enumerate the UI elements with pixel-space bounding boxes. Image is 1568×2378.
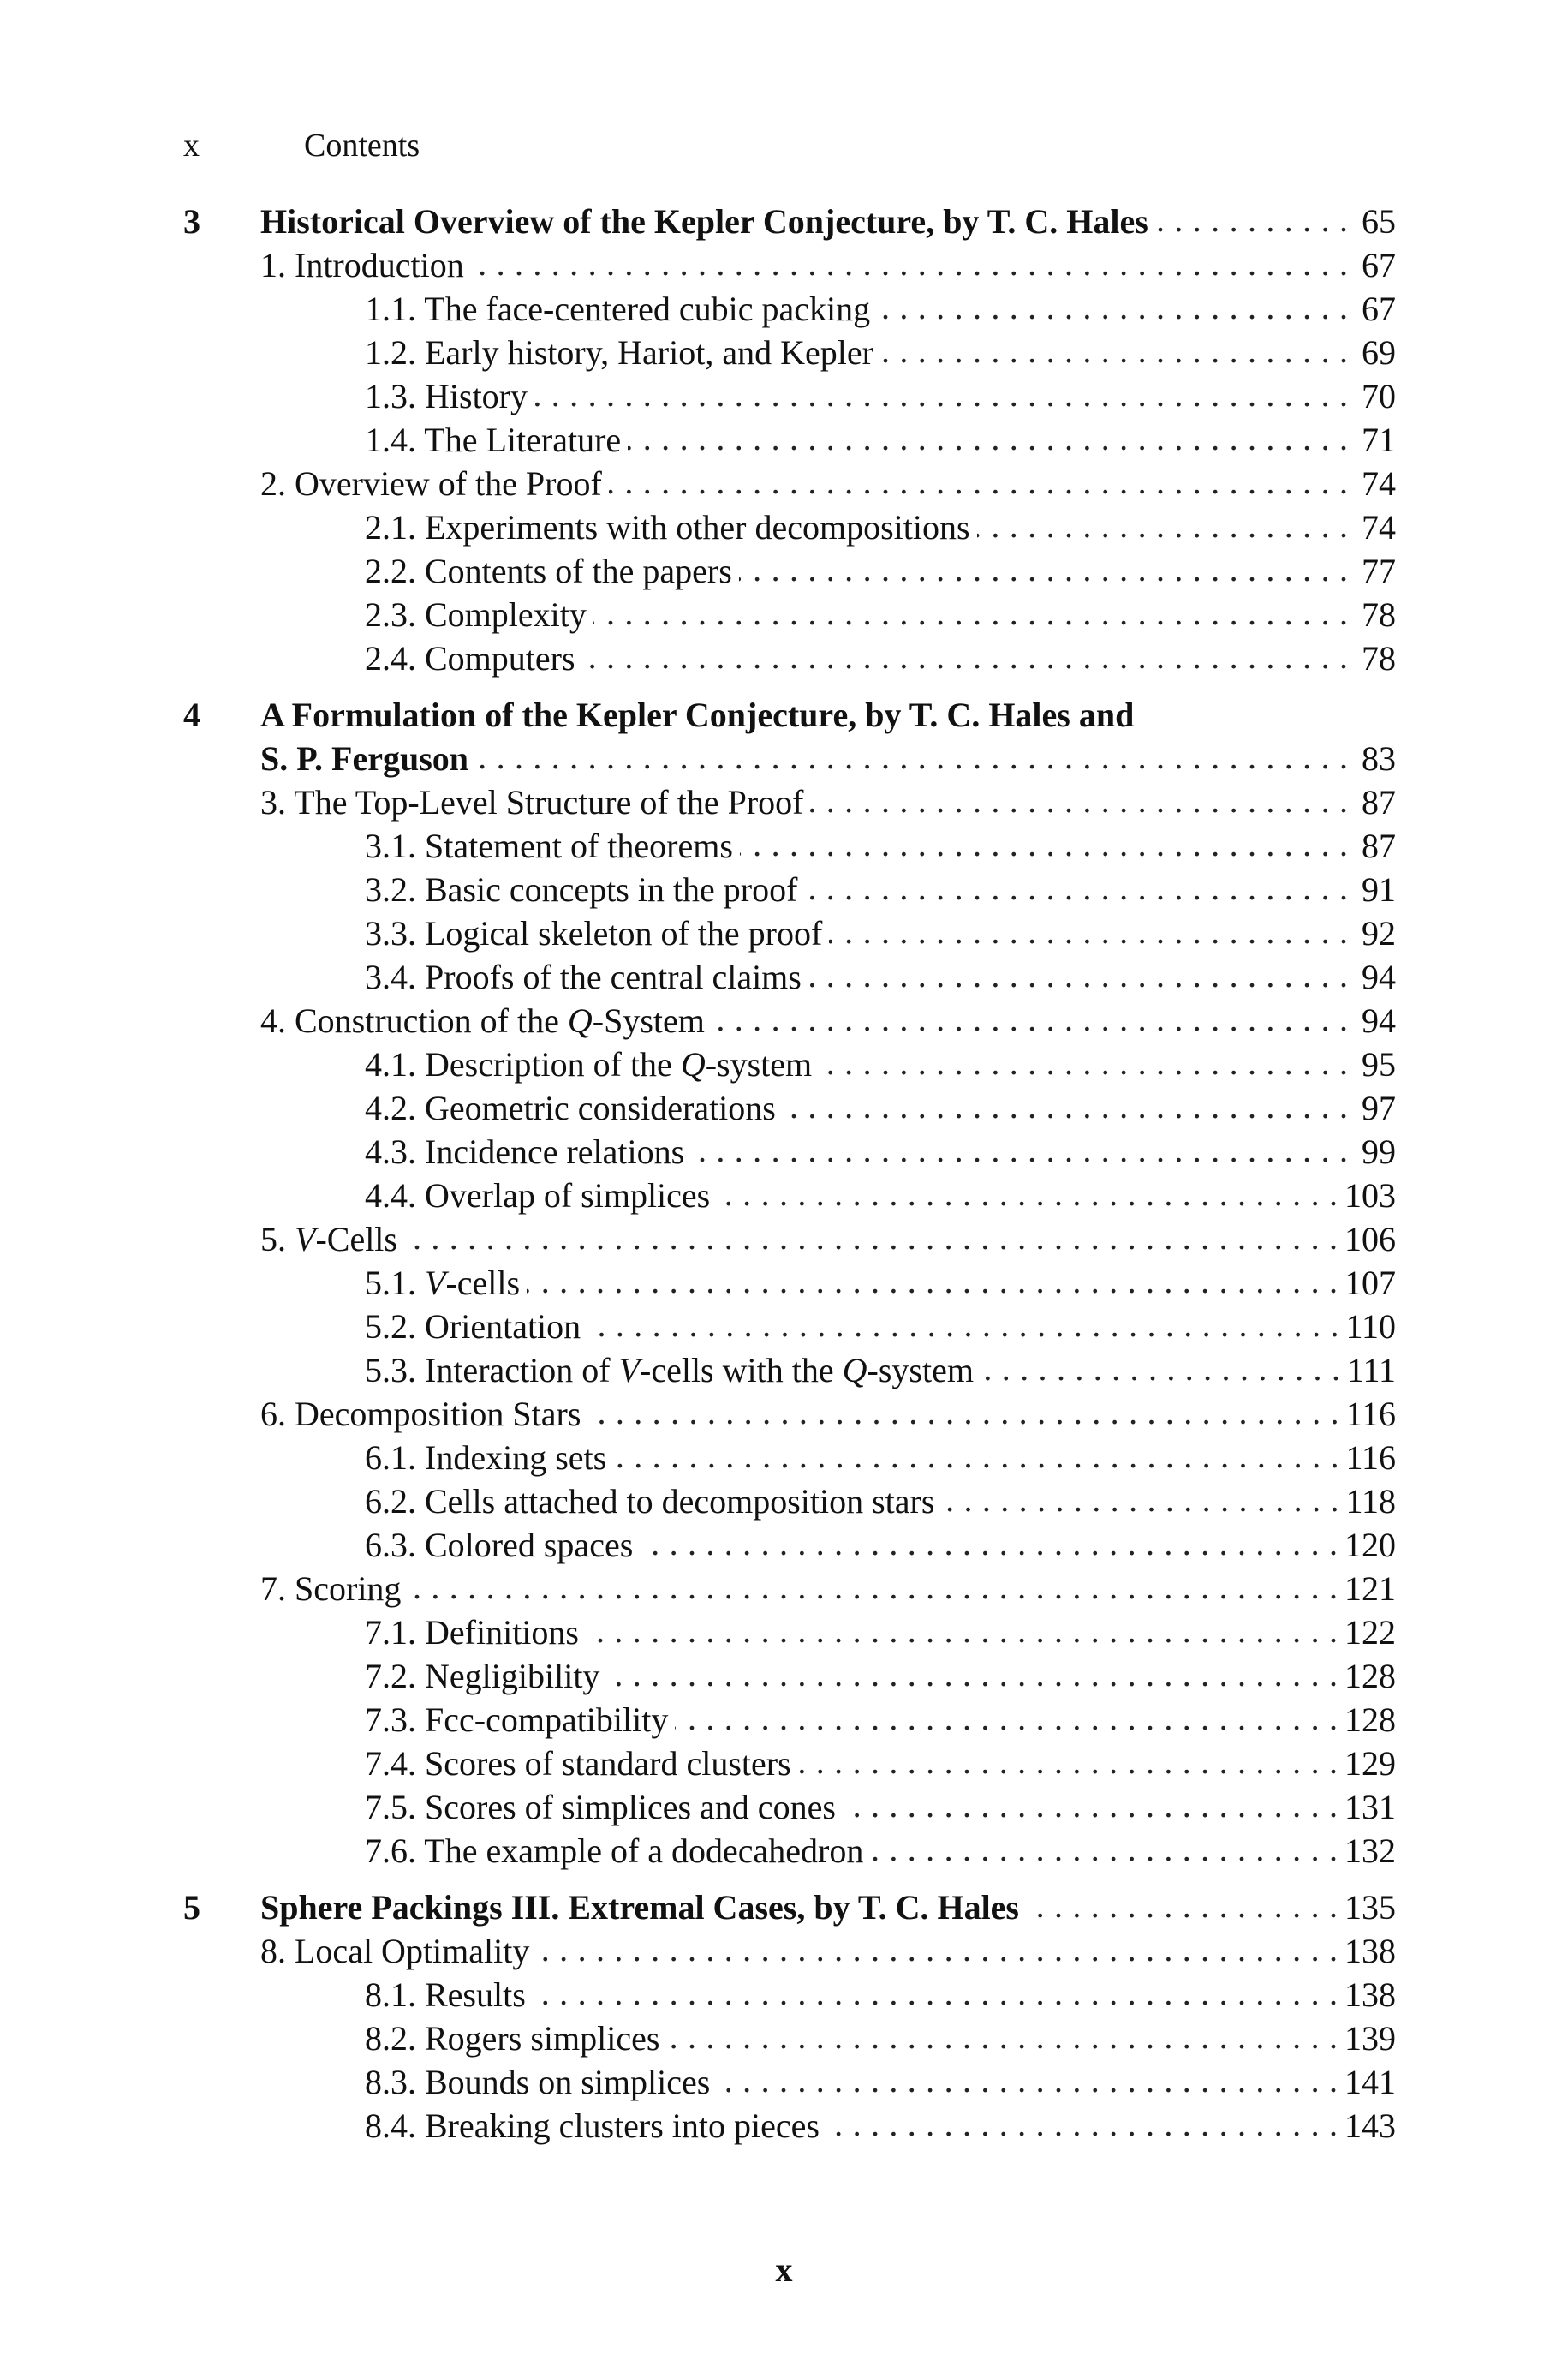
dot-leader xyxy=(587,1303,1338,1347)
entry-label xyxy=(260,780,803,824)
entry-label xyxy=(365,1174,710,1217)
entry-label xyxy=(365,2104,820,2148)
entry-page-number: 128 xyxy=(1344,1700,1396,1739)
entry-title-math: Q xyxy=(842,1351,867,1389)
entry-label xyxy=(365,1742,791,1785)
dot-leader xyxy=(534,373,1348,416)
entry-title: Introduction xyxy=(295,246,464,284)
entry-page-number: 71 xyxy=(1362,421,1396,459)
entry-title-part: Construction of the xyxy=(295,1001,568,1040)
chapter-title: S. P. Ferguson xyxy=(260,739,469,778)
entry-title: Incidence relations xyxy=(425,1132,685,1171)
entry-page-number: 143 xyxy=(1344,2106,1396,2145)
entry-label xyxy=(365,331,873,374)
entry-page-number: 94 xyxy=(1362,958,1396,996)
subsection-entry[interactable] xyxy=(183,1479,1396,1523)
entry-label xyxy=(260,999,705,1043)
entry-title: Basic concepts in the proof xyxy=(425,870,798,909)
dot-leader xyxy=(586,1609,1338,1652)
entry-page-number: 74 xyxy=(1362,464,1396,503)
entry-number: 6.2. xyxy=(365,1482,416,1521)
section-entry[interactable] xyxy=(183,1217,1396,1261)
entry-page-number: 107 xyxy=(1344,1264,1396,1302)
entry-title-math: Q xyxy=(680,1045,706,1084)
subsection-entry[interactable] xyxy=(183,1348,1396,1392)
dot-leader xyxy=(606,1652,1338,1696)
subsection-entry[interactable] xyxy=(183,287,1396,331)
chapter-number: 5 xyxy=(183,1888,200,1927)
entry-number: 6.3. xyxy=(365,1526,416,1564)
entry-title: Computers xyxy=(425,639,575,678)
entry-number: 8.3. xyxy=(365,2063,416,2101)
entry-page-number: 91 xyxy=(1362,870,1396,909)
entry-number: 6.1. xyxy=(365,1438,416,1477)
entry-title: Contents of the papers xyxy=(425,552,732,590)
dot-leader xyxy=(870,1827,1338,1871)
entry-number: 2.4. xyxy=(365,639,416,678)
entry-label xyxy=(260,1392,581,1436)
dot-leader xyxy=(880,329,1348,373)
entry-label xyxy=(365,593,587,636)
entry-page-number: 121 xyxy=(1344,1569,1396,1608)
dot-leader xyxy=(977,504,1348,547)
entry-page-number: 97 xyxy=(1362,1089,1396,1127)
dot-leader xyxy=(843,1784,1338,1827)
entry-label xyxy=(260,1217,397,1261)
entry-title: Overview of the Proof xyxy=(295,464,602,503)
subsection-entry[interactable] xyxy=(183,1742,1396,1785)
entry-label xyxy=(365,1348,974,1392)
dot-leader xyxy=(527,1259,1338,1303)
entry-label xyxy=(260,462,602,505)
entry-title-part: -Cells xyxy=(315,1220,397,1258)
subsection-entry[interactable] xyxy=(183,1261,1396,1305)
entry-title: Overlap of simplices xyxy=(425,1176,711,1215)
entry-label xyxy=(365,1086,776,1130)
entry-number: 1.3. xyxy=(365,377,416,415)
dot-leader xyxy=(471,242,1348,285)
entry-page-number: 106 xyxy=(1344,1220,1396,1258)
entry-title: Statement of theorems xyxy=(425,827,733,865)
dot-leader xyxy=(798,1740,1338,1784)
running-head-page-number: x xyxy=(183,128,200,164)
entry-page-number: 120 xyxy=(1344,1526,1396,1564)
entry-label xyxy=(365,1523,633,1567)
dot-leader xyxy=(404,1216,1338,1259)
dot-leader xyxy=(808,953,1348,997)
entry-title: Complexity xyxy=(425,595,587,634)
subsection-entry[interactable] xyxy=(183,549,1396,593)
entry-number: 2.1. xyxy=(365,508,416,547)
entry-number: 4.1. xyxy=(365,1045,416,1084)
dot-leader xyxy=(783,1084,1348,1128)
subsection-entry[interactable] xyxy=(183,911,1396,955)
entry-page-number: 70 xyxy=(1362,377,1396,415)
entry-title: Colored spaces xyxy=(425,1526,634,1564)
entry-label xyxy=(365,1973,526,2017)
dot-leader xyxy=(640,1521,1338,1565)
chapter-entry[interactable] xyxy=(183,1885,1396,1929)
running-head xyxy=(183,127,1416,164)
entry-title: Indexing sets xyxy=(425,1438,607,1477)
entry-label xyxy=(365,287,870,331)
entry-number: 3.2. xyxy=(365,870,416,909)
entry-page-number: 138 xyxy=(1344,1975,1396,2014)
dot-leader xyxy=(712,997,1348,1041)
chapter-number: 3 xyxy=(183,202,200,241)
subsection-entry[interactable] xyxy=(183,1610,1396,1654)
entry-number: 4.3. xyxy=(365,1132,416,1171)
subsection-entry[interactable] xyxy=(183,1973,1396,2017)
entry-number: 5. xyxy=(260,1220,286,1258)
subsection-entry[interactable] xyxy=(183,1785,1396,1829)
dot-leader xyxy=(582,635,1348,678)
entry-number: 7.1. xyxy=(365,1613,416,1652)
subsection-entry[interactable] xyxy=(183,374,1396,418)
chapter-title: Sphere Packings III. Extremal Cases, by T. C. Hales xyxy=(260,1888,1019,1927)
entry-page-number: 116 xyxy=(1345,1395,1396,1433)
dot-leader xyxy=(826,2102,1338,2146)
entry-title-math: V xyxy=(295,1220,316,1258)
entry-number: 4.4. xyxy=(365,1176,416,1215)
entry-number: 4.2. xyxy=(365,1089,416,1127)
entry-number: 3.1. xyxy=(365,827,416,865)
entry-label xyxy=(365,1654,599,1698)
entry-number: 3. xyxy=(260,783,286,822)
entry-number: 2.2. xyxy=(365,552,416,590)
entry-label xyxy=(260,243,464,287)
entry-page-number: 129 xyxy=(1344,1744,1396,1783)
dot-leader xyxy=(1155,198,1348,242)
entry-number: 1. xyxy=(260,246,286,284)
dot-leader xyxy=(666,2015,1338,2058)
entry-page-number: 128 xyxy=(1344,1657,1396,1695)
dot-leader xyxy=(739,547,1348,591)
entry-title: Orientation xyxy=(425,1307,581,1346)
entry-page-number: 78 xyxy=(1362,595,1396,634)
entry-number: 7.5. xyxy=(365,1788,416,1826)
entry-title: Proofs of the central claims xyxy=(425,958,802,996)
entry-title-part: Description of the xyxy=(425,1045,681,1084)
entry-label xyxy=(365,1043,812,1086)
dot-leader xyxy=(819,1041,1348,1084)
section-entry[interactable] xyxy=(183,243,1396,287)
entry-title: Cells attached to decomposition stars xyxy=(425,1482,935,1521)
entry-label xyxy=(365,824,733,868)
subsection-entry[interactable] xyxy=(183,418,1396,462)
subsection-entry[interactable] xyxy=(183,1829,1396,1873)
entry-number: 5.1. xyxy=(365,1264,416,1302)
entry-label xyxy=(365,1698,668,1742)
entry-label xyxy=(365,549,732,593)
chapter-block xyxy=(183,693,1396,1873)
subsection-entry[interactable] xyxy=(183,1523,1396,1567)
section-entry[interactable] xyxy=(183,1929,1396,1973)
chapter-page-number: 135 xyxy=(1344,1888,1396,1927)
subsection-entry[interactable] xyxy=(183,636,1396,680)
subsection-entry[interactable] xyxy=(183,1174,1396,1217)
entry-page-number: 131 xyxy=(1344,1788,1396,1826)
dot-leader xyxy=(717,1172,1338,1216)
entry-number: 7.2. xyxy=(365,1657,416,1695)
subsection-entry[interactable] xyxy=(183,824,1396,868)
entry-number: 1.1. xyxy=(365,290,416,328)
entry-number: 7. xyxy=(260,1569,286,1608)
entry-label xyxy=(365,1785,836,1829)
entry-label xyxy=(365,374,528,418)
entry-page-number: 132 xyxy=(1344,1831,1396,1870)
entry-title: Logical skeleton of the proof xyxy=(425,914,823,953)
entry-number: 4. xyxy=(260,1001,286,1040)
entry-number: 3.3. xyxy=(365,914,416,953)
subsection-entry[interactable] xyxy=(183,2104,1396,2148)
subsection-entry[interactable] xyxy=(183,1130,1396,1174)
table-of-contents xyxy=(183,200,1396,2160)
entry-title: Breaking clusters into pieces xyxy=(425,2106,820,2145)
dot-leader xyxy=(613,1434,1338,1478)
entry-number: 7.6. xyxy=(365,1831,416,1870)
entry-label xyxy=(365,636,575,680)
entry-label xyxy=(365,1436,606,1479)
dot-leader xyxy=(593,591,1348,635)
dot-leader xyxy=(1026,1884,1338,1927)
subsection-entry[interactable] xyxy=(183,2017,1396,2060)
entry-number: 8.4. xyxy=(365,2106,416,2145)
entry-label xyxy=(365,1479,934,1523)
entry-number: 5.3. xyxy=(365,1351,416,1389)
section-entry[interactable] xyxy=(183,780,1396,824)
entry-label xyxy=(365,505,970,549)
subsection-entry[interactable] xyxy=(183,955,1396,999)
entry-number: 3.4. xyxy=(365,958,416,996)
entry-label xyxy=(365,1261,520,1305)
entry-title-part: Interaction of xyxy=(425,1351,619,1389)
subsection-entry[interactable] xyxy=(183,1698,1396,1742)
entry-page-number: 67 xyxy=(1362,246,1396,284)
chapter-block xyxy=(183,200,1396,680)
entry-title: The Top-Level Structure of the Proof xyxy=(294,783,804,822)
entry-title: Definitions xyxy=(425,1613,579,1652)
dot-leader xyxy=(829,910,1348,953)
entry-label xyxy=(365,2017,659,2060)
entry-title: Rogers simplices xyxy=(425,2019,660,2058)
subsection-entry[interactable] xyxy=(183,2060,1396,2104)
entry-label xyxy=(260,1567,401,1610)
entry-number: 8. xyxy=(260,1932,286,1970)
entry-page-number: 87 xyxy=(1362,783,1396,822)
entry-title: Negligibility xyxy=(425,1657,600,1695)
dot-leader xyxy=(628,416,1348,460)
running-head-title: Contents xyxy=(304,128,420,164)
dot-leader xyxy=(533,1971,1338,2015)
entry-number: 1.2. xyxy=(365,333,416,372)
entry-page-number: 110 xyxy=(1345,1307,1396,1346)
entry-title: Results xyxy=(425,1975,526,2014)
entry-label xyxy=(365,1305,581,1348)
entry-title: Early history, Hariot, and Kepler xyxy=(425,333,873,372)
subsection-entry[interactable] xyxy=(183,331,1396,374)
entry-label xyxy=(365,418,621,462)
dot-leader xyxy=(587,1390,1338,1434)
dot-leader xyxy=(810,779,1348,822)
entry-title: The Literature xyxy=(424,421,622,459)
chapter-page-number: 65 xyxy=(1362,202,1396,241)
entry-page-number: 78 xyxy=(1362,639,1396,678)
entry-number: 8.1. xyxy=(365,1975,416,2014)
entry-label xyxy=(365,868,797,911)
entry-page-number: 138 xyxy=(1344,1932,1396,1970)
dot-leader xyxy=(941,1478,1338,1521)
section-entry[interactable] xyxy=(183,1392,1396,1436)
dot-leader xyxy=(981,1347,1340,1390)
subsection-entry[interactable] xyxy=(183,1043,1396,1086)
entry-number: 1.4. xyxy=(365,421,416,459)
entry-title: Scoring xyxy=(295,1569,402,1608)
entry-page-number: 139 xyxy=(1344,2019,1396,2058)
dot-leader xyxy=(691,1128,1348,1172)
entry-page-number: 103 xyxy=(1344,1176,1396,1215)
chapter-title-line[interactable]: A Formulation of the Kepler Conjecture, by T. C. Hales and xyxy=(260,696,1135,734)
subsection-entry[interactable] xyxy=(183,1086,1396,1130)
dot-leader xyxy=(609,460,1348,504)
entry-title-math: Q xyxy=(567,1001,593,1040)
entry-page-number: 116 xyxy=(1345,1438,1396,1477)
entry-title: Geometric considerations xyxy=(425,1089,776,1127)
entry-page-number: 95 xyxy=(1362,1045,1396,1084)
dot-leader xyxy=(675,1696,1338,1740)
entry-page-number: 77 xyxy=(1362,552,1396,590)
entry-page-number: 122 xyxy=(1344,1613,1396,1652)
dot-leader xyxy=(536,1927,1338,1971)
entry-number: 7.4. xyxy=(365,1744,416,1783)
entry-page-number: 74 xyxy=(1362,508,1396,547)
entry-label xyxy=(365,1829,863,1873)
entry-title: History xyxy=(425,377,528,415)
entry-title-math: V xyxy=(425,1264,446,1302)
subsection-entry[interactable] xyxy=(183,505,1396,549)
subsection-entry[interactable] xyxy=(183,868,1396,911)
subsection-entry[interactable] xyxy=(183,593,1396,636)
entry-number: 5.2. xyxy=(365,1307,416,1346)
entry-page-number: 99 xyxy=(1362,1132,1396,1171)
dot-leader xyxy=(717,2058,1338,2102)
dot-leader xyxy=(740,822,1348,866)
section-entry[interactable] xyxy=(183,1567,1396,1610)
entry-title-part: -system xyxy=(867,1351,974,1389)
chapter-entry[interactable] xyxy=(183,200,1396,243)
entry-title: Scores of simplices and cones xyxy=(425,1788,836,1826)
dot-leader xyxy=(804,866,1348,910)
entry-page-number: 111 xyxy=(1346,1351,1396,1389)
entry-label xyxy=(365,2060,710,2104)
subsection-entry[interactable] xyxy=(183,1654,1396,1698)
entry-title: The example of a dodecahedron xyxy=(424,1831,864,1870)
entry-label xyxy=(365,1610,579,1654)
entry-number: 2.3. xyxy=(365,595,416,634)
dot-leader xyxy=(475,735,1348,779)
chapter-block xyxy=(183,1885,1396,2148)
entry-number: 2. xyxy=(260,464,286,503)
chapter-title: Historical Overview of the Kepler Conjecture, by T. C. Hales xyxy=(260,202,1148,241)
entry-page-number: 69 xyxy=(1362,333,1396,372)
entry-page-number: 92 xyxy=(1362,914,1396,953)
chapter-page-number: 83 xyxy=(1362,739,1396,778)
entry-title-math: V xyxy=(618,1351,640,1389)
entry-title-part: -cells xyxy=(445,1264,521,1302)
entry-title: Decomposition Stars xyxy=(295,1395,581,1433)
entry-number: 7.3. xyxy=(365,1700,416,1739)
entry-title: Experiments with other decompositions xyxy=(425,508,970,547)
entry-title: Bounds on simplices xyxy=(425,2063,711,2101)
entry-page-number: 141 xyxy=(1344,2063,1396,2101)
dot-leader xyxy=(408,1565,1338,1609)
entry-page-number: 94 xyxy=(1362,1001,1396,1040)
entry-title: Scores of standard clusters xyxy=(425,1744,791,1783)
entry-title-part: -System xyxy=(592,1001,705,1040)
entry-number: 8.2. xyxy=(365,2019,416,2058)
entry-title: Fcc-compatibility xyxy=(425,1700,669,1739)
subsection-entry[interactable] xyxy=(183,1305,1396,1348)
entry-label xyxy=(260,1929,529,1973)
chapter-entry[interactable] xyxy=(183,737,1396,780)
entry-label xyxy=(365,911,822,955)
entry-label xyxy=(365,955,802,999)
entry-title: The face-centered cubic packing xyxy=(424,290,871,328)
page-folio: x xyxy=(775,2250,793,2289)
entry-page-number: 118 xyxy=(1345,1482,1396,1521)
entry-page-number: 67 xyxy=(1362,290,1396,328)
entry-number: 6. xyxy=(260,1395,286,1433)
section-entry[interactable] xyxy=(183,999,1396,1043)
dot-leader xyxy=(877,285,1348,329)
section-entry[interactable] xyxy=(183,462,1396,505)
chapter-number: 4 xyxy=(183,696,200,734)
entry-page-number: 87 xyxy=(1362,827,1396,865)
subsection-entry[interactable] xyxy=(183,1436,1396,1479)
entry-title-part: -cells with the xyxy=(640,1351,843,1389)
entry-title: Local Optimality xyxy=(295,1932,530,1970)
entry-label xyxy=(365,1130,684,1174)
entry-title-part: -system xyxy=(705,1045,813,1084)
